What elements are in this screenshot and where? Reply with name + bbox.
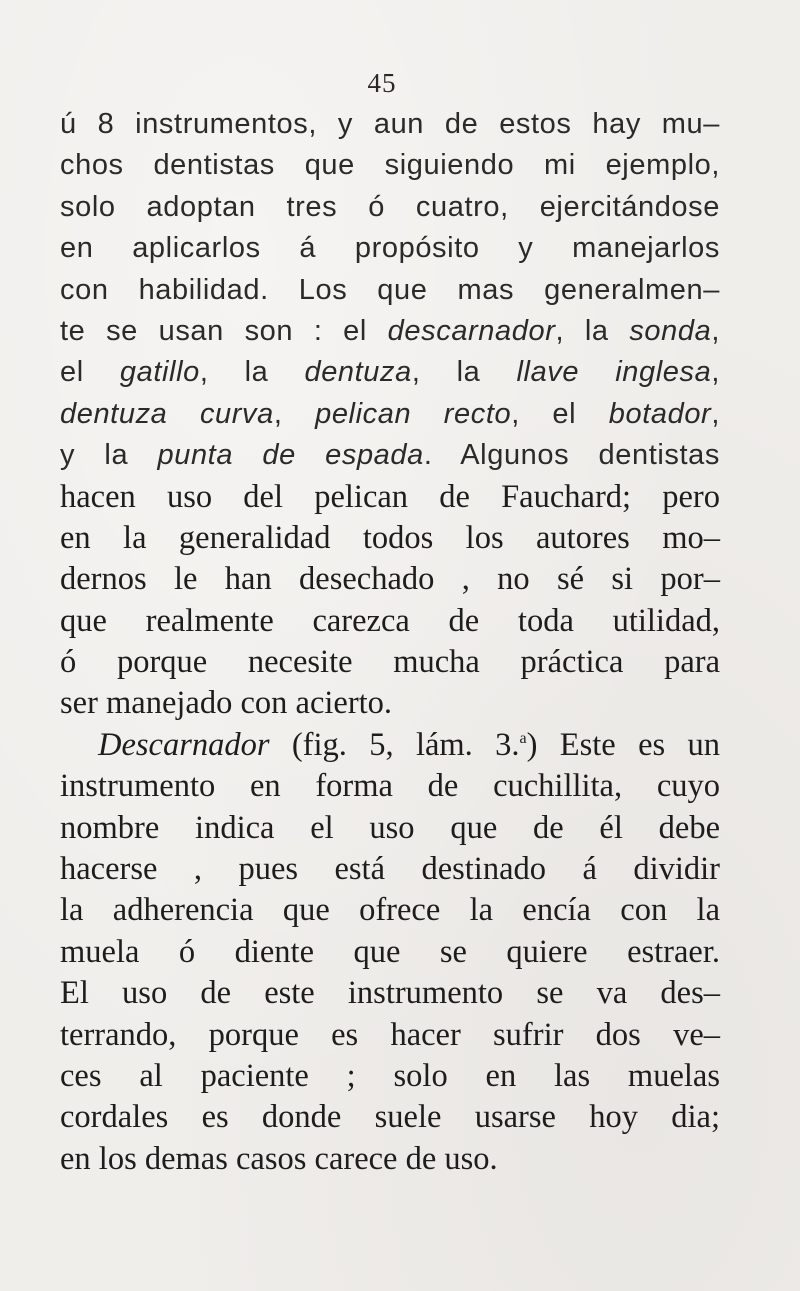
text-run: , la <box>199 356 305 389</box>
text-line <box>60 394 720 435</box>
text-line: con habilidad. Los que mas generalmen– <box>60 273 720 306</box>
text-line <box>60 435 720 476</box>
text-run: , la <box>411 356 517 389</box>
italic-term: sonda <box>629 314 712 347</box>
italic-term: gatillo <box>119 356 200 389</box>
text-line: terrando, porque es hacer sufrir dos ve– <box>60 1016 720 1053</box>
italic-term: botador <box>608 397 712 430</box>
text-line: en la generalidad todos los autores mo– <box>60 519 720 556</box>
text-line: nombre indica el uso que de él debe <box>60 809 720 846</box>
text-run: , <box>273 397 316 430</box>
text-line: muela ó diente que se quiere estraer. <box>60 933 720 970</box>
text-line: en aplicarlos á propósito y manejarlos <box>60 232 720 265</box>
text-run: . Algunos dentistas <box>423 439 721 472</box>
text-line: El uso de este instrumento se va des– <box>60 975 720 1012</box>
italic-term: dentuza curva <box>60 397 274 430</box>
text-line: solo adoptan tres ó cuatro, ejercitándose <box>60 190 720 223</box>
text-line: hacen uso del pelican de Fauchard; pero <box>60 478 720 515</box>
text-line: cordales es donde suele usarse hoy dia; <box>60 1099 720 1136</box>
page-number: 45 <box>367 68 397 98</box>
upper-paragraph <box>60 104 720 477</box>
text-line: instrumento en forma de cuchillita, cuyo <box>60 768 720 805</box>
text-line <box>60 352 720 393</box>
superscript: a <box>519 730 527 748</box>
text-line: hacerse , pues está destinado á dividir <box>60 851 720 888</box>
text-line: ó porque necesite mucha práctica para <box>60 644 720 681</box>
text-run: , <box>711 314 720 347</box>
text-run: , el <box>511 397 609 430</box>
text-line: ces al paciente ; solo en las muelas <box>60 1057 720 1094</box>
text-line <box>60 725 720 766</box>
text-line: dernos le han desechado , no sé si por– <box>60 561 720 598</box>
text-line: que realmente carezca de toda utilidad, <box>60 602 720 639</box>
text-line: en los demas casos carece de uso. <box>60 1140 498 1177</box>
text-line <box>60 311 720 352</box>
italic-term: punta de espada <box>157 439 424 472</box>
italic-term: Descarnador <box>98 726 270 763</box>
text-line: chos dentistas que siguiendo mi ejemplo, <box>60 149 720 182</box>
text-run: te se usan son : el <box>60 314 388 347</box>
italic-term: pelican recto <box>315 397 512 430</box>
text-run: (fig. 5, lám. 3. <box>269 726 520 763</box>
italic-term: llave inglesa <box>516 356 712 389</box>
text-run: ) Este es un <box>526 726 720 763</box>
italic-term: descarnador <box>387 314 556 347</box>
lower-paragraphs <box>60 477 720 1181</box>
text-run: , <box>711 397 720 430</box>
text-run: y la <box>60 439 158 472</box>
text-run: el <box>60 356 120 389</box>
text-line: ser manejado con acierto. <box>60 685 393 722</box>
italic-term: dentuza <box>304 356 412 389</box>
text-run: , <box>711 356 720 389</box>
text-line: la adherencia que ofrece la encía con la <box>60 892 720 929</box>
text-line: ú 8 instrumentos, y aun de estos hay mu– <box>60 108 720 140</box>
text-run: , la <box>555 314 630 347</box>
body-text <box>60 104 720 1180</box>
